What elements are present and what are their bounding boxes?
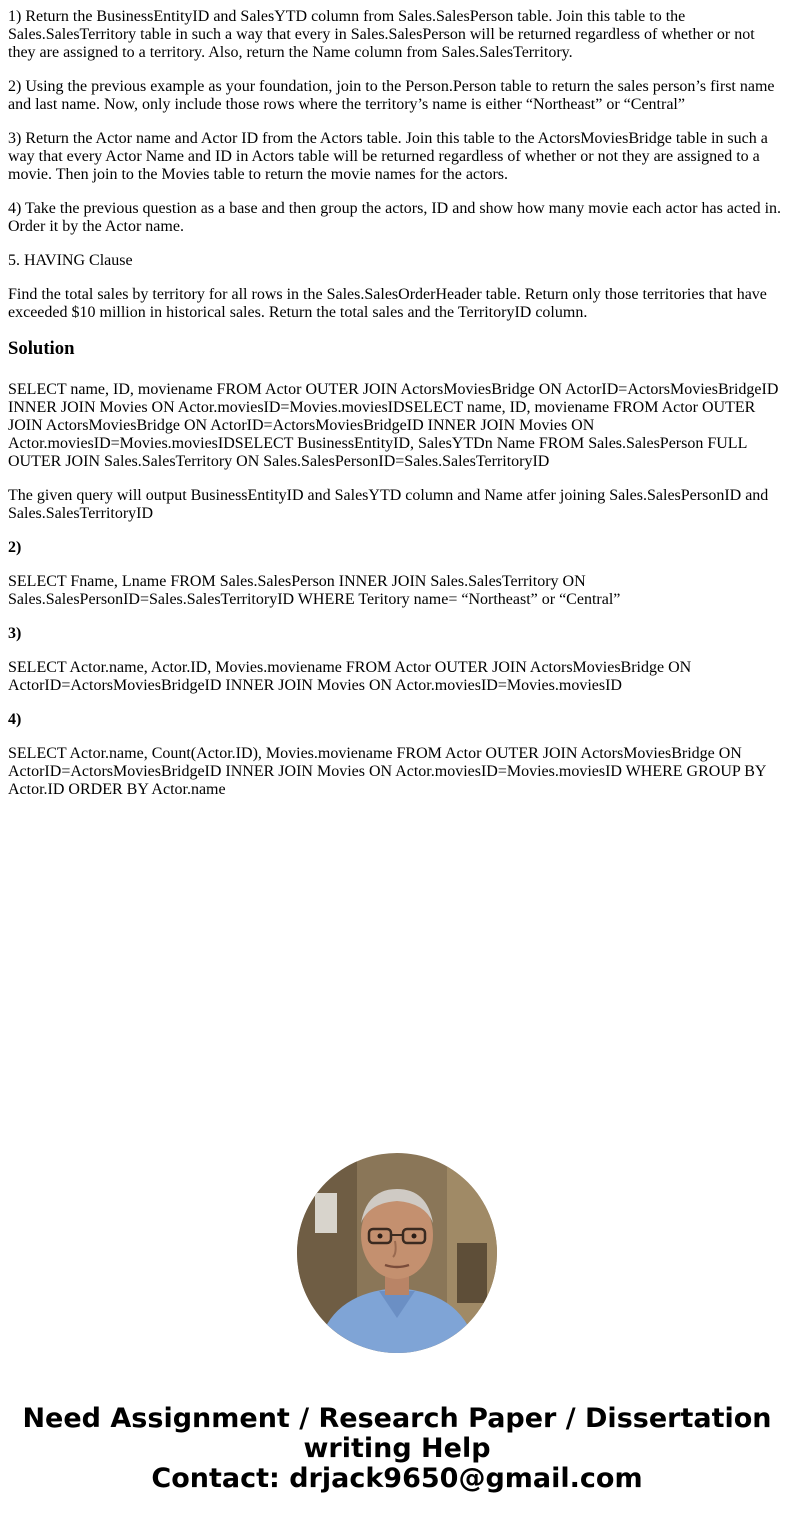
answer-2-label: 2) xyxy=(8,539,22,556)
promo-line-1: Need Assignment / Research Paper / Dissertation xyxy=(22,1403,772,1434)
solution-intro-query: SELECT name, ID, moviename FROM Actor OUTER JOIN ActorsMoviesBridge ON ActorID=ActorsMoviesBridgeID INNER JOIN Movies ON Actor.moviesID=Movies.moviesIDSELECT name, ID, moviename FROM Actor OUTER JOIN ActorsMoviesBridge ON ActorID=ActorsMoviesBridgeID INNER JOIN Movies ON Actor.moviesID=Movies.moviesIDSELECT BusinessEntityID, SalesYTDn Name FROM Sales.SalesPerson FULL OUTER JOIN Sales.SalesTerritory ON Sales.SalesPersonID=Sales.SalesTerritoryID xyxy=(8,381,779,470)
promo-contact: Contact: drjack9650@gmail.com xyxy=(151,1463,643,1494)
author-avatar xyxy=(297,1153,497,1353)
document-body xyxy=(8,8,786,815)
question-5-heading: 5. HAVING Clause xyxy=(8,252,133,269)
answer-4-text: SELECT Actor.name, Count(Actor.ID), Movies.moviename FROM Actor OUTER JOIN ActorsMoviesBridge ON ActorID=ActorsMoviesBridgeID INNER JOIN Movies ON Actor.moviesID=Movies.moviesID WHERE GROUP BY Actor.ID ORDER BY Actor.name xyxy=(8,745,766,798)
solution-heading: Solution xyxy=(8,338,75,359)
question-1: 1) Return the BusinessEntityID and SalesYTD column from Sales.SalesPerson table. Join this table to the Sales.SalesTerritory table in such a way that every in Sales.SalesPerson will be returned regardless of whether or not they are assigned to a territory. Also, return the Name column from Sales.SalesTerritory. xyxy=(8,8,755,61)
answer-3-label: 3) xyxy=(8,625,22,642)
question-2: 2) Using the previous example as your foundation, join to the Person.Person table to return the sales person’s first name and last name. Now, only include those rows where the territory’s name is either “Northeast” or “Central” xyxy=(8,78,775,113)
question-4: 4) Take the previous question as a base and then group the actors, ID and show how many movie each actor has acted in. Order it by the Actor name. xyxy=(8,200,782,235)
answer-4-label: 4) xyxy=(8,711,22,728)
promo-banner xyxy=(0,1404,794,1494)
answer-2-text: SELECT Fname, Lname FROM Sales.SalesPerson INNER JOIN Sales.SalesTerritory ON Sales.SalesPersonID=Sales.SalesTerritoryID WHERE Teritory name= “Northeast” or “Central” xyxy=(8,573,621,608)
solution-intro-note: The given query will output BusinessEntityID and SalesYTD column and Name atfer joining Sales.SalesPersonID and Sales.SalesTerritoryID xyxy=(8,487,769,522)
author-photo xyxy=(297,1153,497,1353)
question-3: 3) Return the Actor name and Actor ID from the Actors table. Join this table to the ActorsMoviesBridge table in such a way that every Actor Name and ID in Actors table will be returned regardless of whether or not they are assigned to a movie. Then join to the Movies table to return the movie names for the actors. xyxy=(8,130,768,183)
answer-3-text: SELECT Actor.name, Actor.ID, Movies.moviename FROM Actor OUTER JOIN ActorsMoviesBridge ON ActorID=ActorsMoviesBridgeID INNER JOIN Movies ON Actor.moviesID=Movies.moviesID xyxy=(8,659,692,694)
question-5: Find the total sales by territory for all rows in the Sales.SalesOrderHeader table. Return only those territories that have exceeded $10 million in historical sales. Return the total sales and the TerritoryID column. xyxy=(8,286,767,321)
promo-line-2: writing Help xyxy=(303,1433,491,1464)
